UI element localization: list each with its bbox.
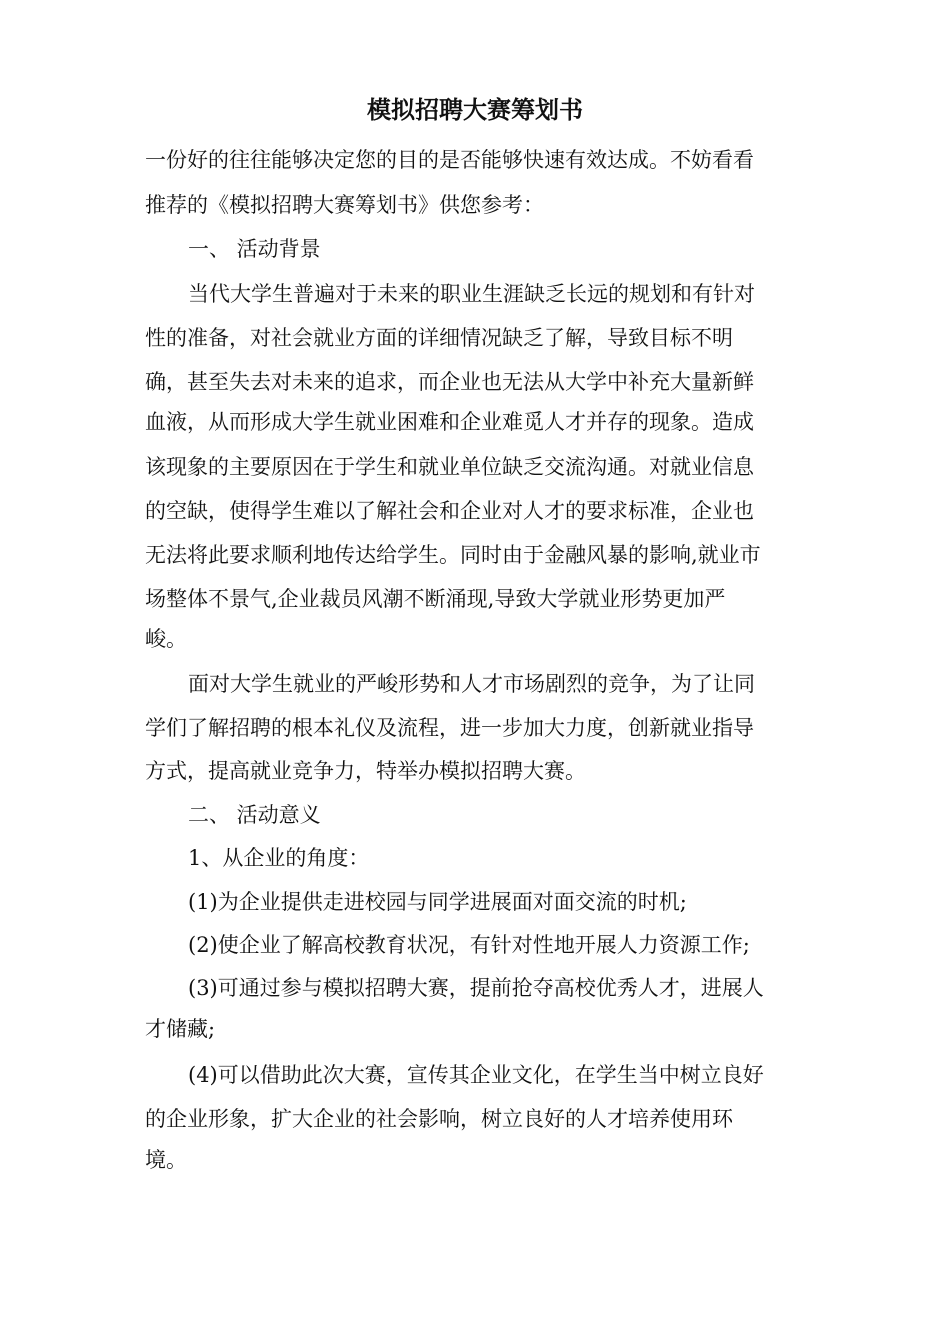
- section-heading-significance: 二、 活动意义: [188, 803, 321, 827]
- paragraph-line: 性的准备，对社会就业方面的详细情况缺乏了解，导致目标不明: [145, 326, 733, 350]
- section-heading-background: 一、 活动背景: [188, 237, 321, 261]
- paragraph-line: 当代大学生普遍对于未来的职业生涯缺乏长远的规划和有针对: [188, 282, 755, 306]
- paragraph-line: 峻。: [145, 627, 187, 651]
- paragraph-line: 方式，提高就业竞争力，特举办模拟招聘大赛。: [145, 759, 586, 783]
- paragraph-line: 无法将此要求顺利地传达给学生。同时由于金融风暴的影响,就业市: [145, 543, 761, 567]
- list-item-continuation: 才储藏;: [145, 1017, 216, 1041]
- paragraph-line: 的空缺，使得学生难以了解社会和企业对人才的要求标准，企业也: [145, 499, 754, 523]
- list-item-continuation: 的企业形象，扩大企业的社会影响，树立良好的人才培养使用环: [145, 1107, 733, 1131]
- intro-line-2: 推荐的《模拟招聘大赛筹划书》供您参考：: [145, 193, 544, 217]
- paragraph-line: 血液，从而形成大学生就业困难和企业难觅人才并存的现象。造成: [145, 410, 754, 434]
- subsection-heading: 1、从企业的角度：: [188, 846, 370, 870]
- list-item-continuation: 境。: [145, 1148, 187, 1172]
- list-item: (3)可通过参与模拟招聘大赛，提前抢夺高校优秀人才，进展人: [188, 976, 764, 1000]
- paragraph-line: 场整体不景气,企业裁员风潮不断涌现,导致大学就业形势更加严: [145, 587, 726, 611]
- intro-line-1: 一份好的往往能够决定您的目的是否能够快速有效达成。不妨看看: [145, 148, 754, 172]
- list-item: (4)可以借助此次大赛，宣传其企业文化，在学生当中树立良好: [188, 1063, 764, 1087]
- paragraph-line: 面对大学生就业的严峻形势和人才市场剧烈的竞争，为了让同: [188, 672, 755, 696]
- list-item: (1)为企业提供走进校园与同学进展面对面交流的时机;: [188, 890, 687, 914]
- paragraph-line: 该现象的主要原因在于学生和就业单位缺乏交流沟通。对就业信息: [145, 455, 754, 479]
- paragraph-line: 学们了解招聘的根本礼仪及流程，进一步加大力度，创新就业指导: [145, 716, 754, 740]
- list-item: (2)使企业了解高校教育状况，有针对性地开展人力资源工作;: [188, 933, 750, 957]
- document-title: 模拟招聘大赛筹划书: [367, 95, 583, 124]
- paragraph-line: 确，甚至失去对未来的追求，而企业也无法从大学中补充大量新鲜: [145, 370, 754, 394]
